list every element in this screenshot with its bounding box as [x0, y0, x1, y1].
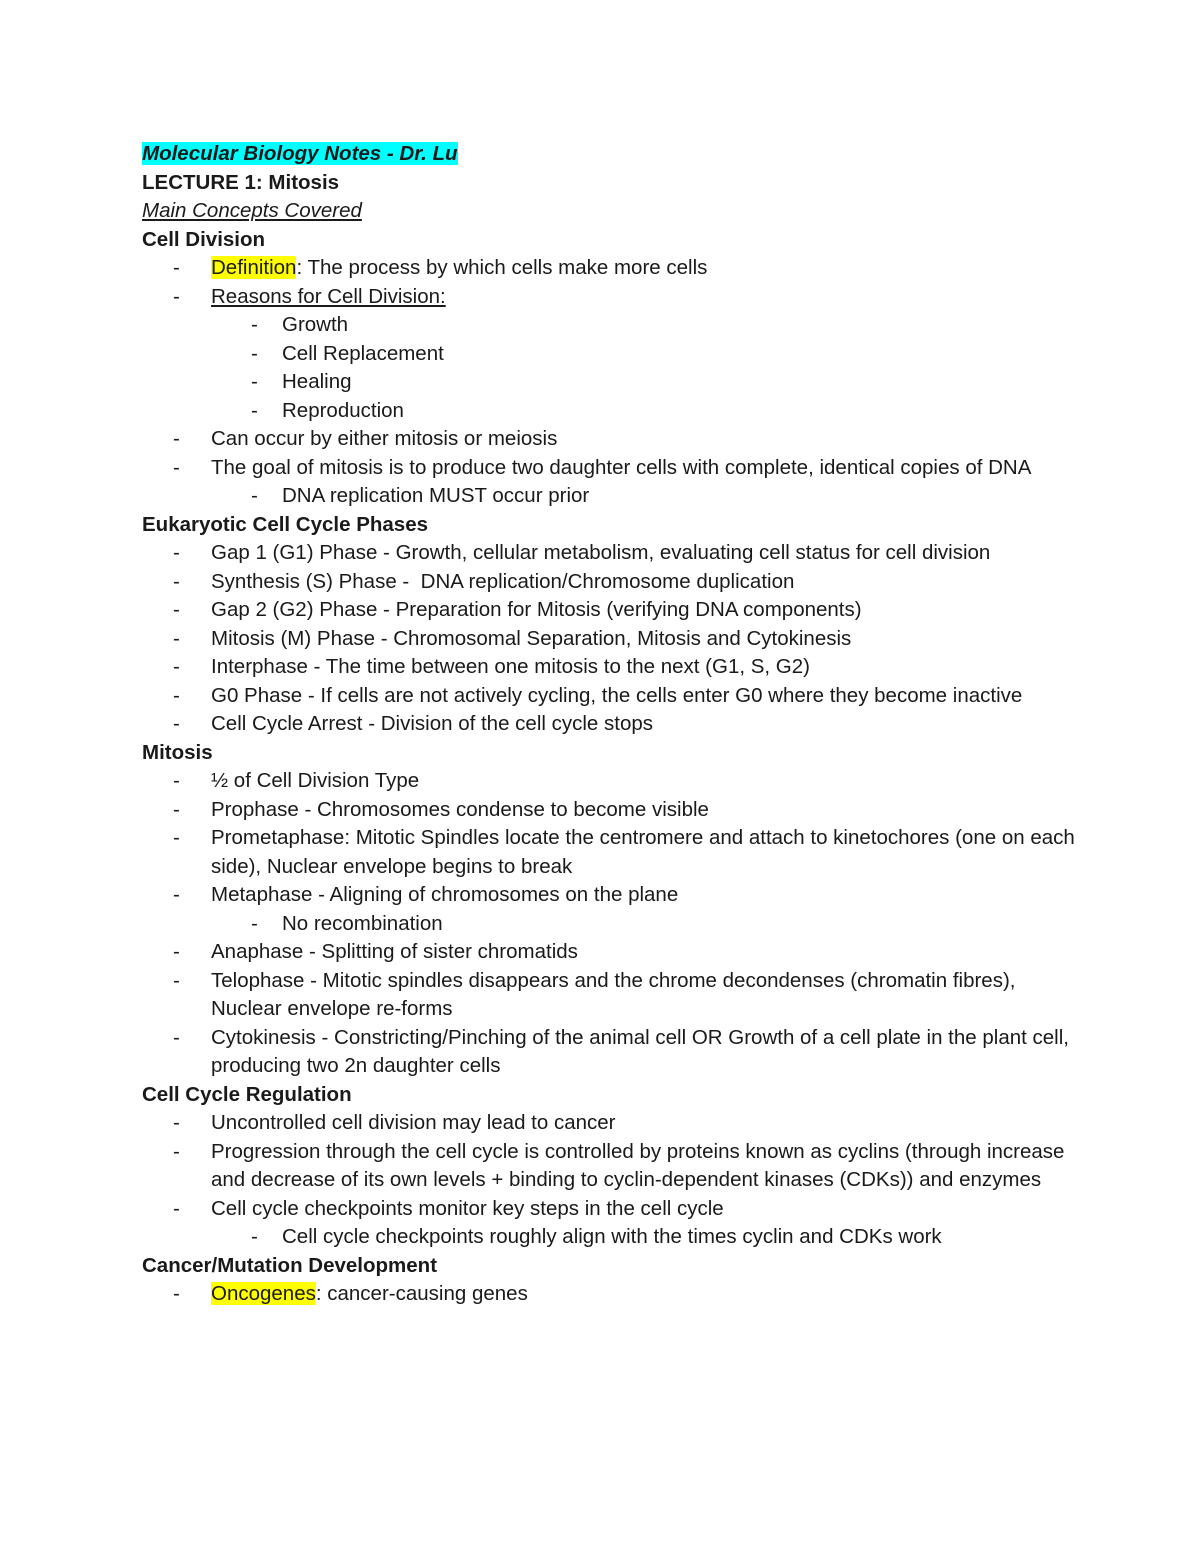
- bullet-dash: -: [173, 655, 180, 678]
- highlighted-term: Oncogenes: [211, 1282, 316, 1305]
- cell-division-list: [142, 254, 1082, 511]
- list-item-text: Gap 1 (G1) Phase - Growth, cellular metabolism, evaluating cell status for cell division: [211, 541, 991, 564]
- bullet-dash: -: [251, 313, 258, 336]
- list-item: [142, 653, 1082, 682]
- list-item-text: Metaphase - Aligning of chromosomes on the plane: [211, 883, 679, 906]
- list-item: [142, 710, 1082, 739]
- list-item-text: Can occur by either mitosis or meiosis: [211, 427, 558, 450]
- list-item: [142, 1024, 1082, 1081]
- list-item: [142, 1195, 1082, 1224]
- lecture-heading: LECTURE 1: Mitosis: [142, 170, 340, 194]
- list-item: [142, 1138, 1082, 1195]
- list-item-text: Cell cycle checkpoints monitor key steps in the cell cycle: [211, 1196, 724, 1220]
- list-item: [142, 425, 1082, 454]
- bullet-dash: -: [173, 598, 180, 621]
- section-heading-cell-division: Cell Division: [142, 227, 266, 251]
- list-item-text: Prophase - Chromosomes condense to become visible: [211, 797, 709, 821]
- list-item: [142, 767, 1082, 796]
- bullet-dash: -: [251, 484, 258, 507]
- list-item-text: G0 Phase - If cells are not actively cycling, the cells enter G0 where they become inactive: [211, 683, 1023, 707]
- bullet-dash: -: [173, 797, 180, 821]
- bullet-dash: -: [251, 341, 258, 365]
- bullet-dash: -: [173, 683, 180, 707]
- bullet-dash: -: [173, 455, 180, 479]
- sub-list-item: [142, 340, 1082, 369]
- section-heading-cancer: Cancer/Mutation Development: [142, 1253, 438, 1277]
- bullet-dash: -: [251, 398, 258, 422]
- bullet-dash: -: [173, 427, 180, 450]
- bullet-dash: -: [251, 370, 258, 393]
- list-item-text: Progression through the cell cycle is controlled by proteins known as cyclins (through increase and decrease of its own levels + binding to cyclin-dependent kinases (CDKs)) and enzymes: [211, 1139, 1065, 1191]
- highlighted-term: Definition: [211, 256, 297, 279]
- list-item: [142, 568, 1082, 597]
- bullet-dash: -: [173, 712, 180, 735]
- bullet-dash: -: [173, 626, 180, 650]
- list-item-text: Synthesis (S) Phase - DNA replication/Chromosome duplication: [211, 569, 795, 593]
- bullet-dash: -: [173, 1025, 180, 1049]
- sub-list-item: [142, 482, 1082, 511]
- phases-list: [142, 539, 1082, 739]
- list-item-text: Cell cycle checkpoints roughly align with the times cyclin and CDKs work: [282, 1225, 942, 1248]
- doc-title: Molecular Biology Notes - Dr. Lu: [142, 142, 458, 165]
- bullet-dash: -: [173, 883, 180, 906]
- document-page: [142, 140, 1082, 1309]
- list-item: [142, 254, 1082, 283]
- section-heading-regulation: Cell Cycle Regulation: [142, 1082, 352, 1106]
- list-item: [142, 824, 1082, 881]
- sub-list-item: [142, 311, 1082, 340]
- sub-list-item: [142, 1223, 1082, 1252]
- list-item-text: Mitosis (M) Phase - Chromosomal Separation, Mitosis and Cytokinesis: [211, 626, 852, 650]
- section-heading-mitosis: Mitosis: [142, 740, 213, 764]
- list-item-text: Prometaphase: Mitotic Spindles locate the centromere and attach to kinetochores (one on each side), Nuclear envelope begins to break: [211, 826, 1075, 878]
- regulation-list: [142, 1109, 1082, 1252]
- list-item: [142, 625, 1082, 654]
- list-item-text: Telophase - Mitotic spindles disappears and the chrome decondenses (chromatin fibres), Nuclear envelope re-forms: [211, 968, 1016, 1020]
- list-item: [142, 1109, 1082, 1138]
- list-item-text: Growth: [282, 313, 349, 336]
- bullet-dash: -: [173, 826, 180, 849]
- list-item-text: : cancer-causing genes: [315, 1282, 528, 1305]
- list-item: [142, 454, 1082, 483]
- bullet-dash: -: [173, 1139, 180, 1163]
- cancer-list: [142, 1280, 1082, 1309]
- mitosis-list: [142, 767, 1082, 1081]
- list-item-text: DNA replication MUST occur prior: [282, 484, 590, 507]
- sub-list-item: [142, 397, 1082, 426]
- list-item: [142, 283, 1082, 312]
- sub-list-item: [142, 910, 1082, 939]
- list-item-text: No recombination: [282, 911, 443, 935]
- list-item: [142, 967, 1082, 1024]
- sub-list-item: [142, 368, 1082, 397]
- list-item-text: : The process by which cells make more cells: [296, 256, 708, 279]
- bullet-dash: -: [173, 1111, 180, 1134]
- list-item: [142, 881, 1082, 910]
- list-item-text: Cell Cycle Arrest - Division of the cell cycle stops: [211, 712, 654, 735]
- bullet-dash: -: [173, 541, 180, 564]
- list-item-text: ½ of Cell Division Type: [211, 769, 420, 792]
- bullet-dash: -: [173, 1196, 180, 1220]
- list-item-text: Healing: [282, 370, 352, 393]
- list-item: [142, 938, 1082, 967]
- bullet-dash: -: [173, 940, 180, 963]
- section-heading-phases: Eukaryotic Cell Cycle Phases: [142, 512, 429, 536]
- list-item: [142, 796, 1082, 825]
- list-item-text: Reproduction: [282, 398, 404, 422]
- list-item-text: The goal of mitosis is to produce two daughter cells with complete, identical copies of DNA: [211, 455, 1032, 479]
- bullet-dash: -: [173, 569, 180, 593]
- doc-title-line: [142, 140, 1082, 169]
- bullet-dash: -: [173, 256, 180, 279]
- list-item: [142, 1280, 1082, 1309]
- list-item-text: Cytokinesis - Constricting/Pinching of the animal cell OR Growth of a cell plate in the plant cell, producing two 2n daughter cells: [211, 1025, 1069, 1077]
- bullet-dash: -: [251, 911, 258, 935]
- bullet-dash: -: [173, 1282, 180, 1305]
- list-item-text: Cell Replacement: [282, 341, 444, 365]
- list-item: [142, 682, 1082, 711]
- list-item-text: Anaphase - Splitting of sister chromatids: [211, 940, 578, 963]
- list-item-text: Gap 2 (G2) Phase - Preparation for Mitosis (verifying DNA components): [211, 598, 862, 621]
- list-item: [142, 596, 1082, 625]
- list-item-text: Interphase - The time between one mitosis to the next (G1, S, G2): [211, 655, 810, 678]
- bullet-dash: -: [173, 284, 180, 308]
- list-item: [142, 539, 1082, 568]
- bullet-dash: -: [173, 769, 180, 792]
- underlined-label: Reasons for Cell Division:: [211, 284, 446, 308]
- bullet-dash: -: [251, 1225, 258, 1248]
- list-item-text: Uncontrolled cell division may lead to cancer: [211, 1111, 616, 1134]
- subtitle: Main Concepts Covered: [142, 199, 362, 222]
- bullet-dash: -: [173, 968, 180, 992]
